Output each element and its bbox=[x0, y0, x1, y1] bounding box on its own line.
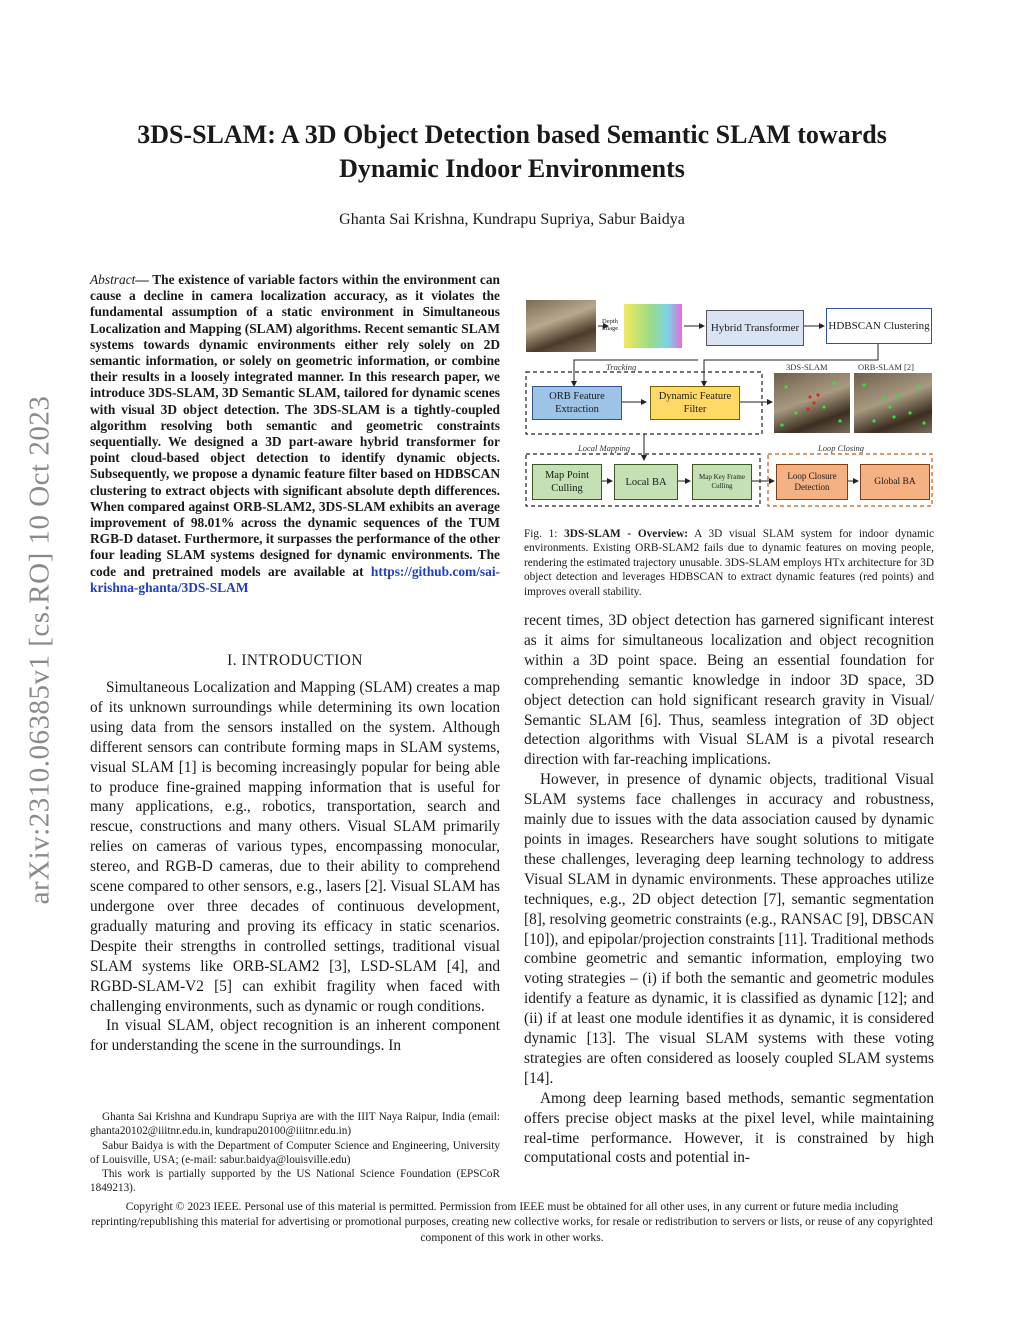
map-point-culling-box: Map Point Culling bbox=[532, 464, 602, 500]
figure-1 bbox=[524, 298, 934, 518]
dynamic-filter-box: Dynamic Feature Filter bbox=[650, 386, 740, 420]
rgb-frame-image bbox=[526, 300, 596, 352]
paragraph: In visual SLAM, object recognition is an inherent component for understanding the scene in the surroundings. In bbox=[90, 1017, 500, 1055]
paragraph: recent times, 3D object detection has garnered significant interest as it aims for simultaneous localization and object recognition within a 3D point space. Being an essential foundation for comprehending semantic knowledge in indoor 3D space, 3D object detection can hold significant research gravity in Visual/ Semantic SLAM [6]. Thus, seamless integration of 3D object detection algorithms with Visual SLAM is a pivotal research direction with far-reaching implications. bbox=[524, 612, 934, 769]
caption-label: Fig. 1: bbox=[524, 528, 565, 540]
feature-points bbox=[774, 373, 850, 433]
loop-closure-detection-box: Loop Closure Detection bbox=[776, 464, 848, 500]
abstract-lead: Abstract bbox=[90, 272, 136, 287]
right-column-body bbox=[524, 611, 934, 1168]
map-key-frame-culling-box: Map Key Frame Culling bbox=[692, 464, 752, 500]
loop-closing-label: Loop Closing bbox=[818, 443, 865, 453]
global-ba-box: Global BA bbox=[860, 464, 930, 500]
code-link[interactable]: https://github.com/sai-krishna-ghanta/3DS-SLAM bbox=[90, 563, 500, 595]
arxiv-id: arXiv:2310.06385v1 [cs.RO] 10 Oct 2023 bbox=[23, 395, 56, 905]
caption-text: A 3D visual SLAM system for indoor dynamic environments. Existing ORB-SLAM2 fails due to dynamic features on moving people, rendering the estimated trajectory unusable. 3DS-SLAM employs HTx architecture for 3D object detection and leverages HDBSCAN to extract dynamic features (red points) and improves overall stability. bbox=[524, 528, 934, 598]
arxiv-sidebar bbox=[20, 360, 60, 940]
3ds-slam-result-image bbox=[774, 373, 850, 433]
title-line-2: Dynamic Indoor Environments bbox=[339, 154, 685, 183]
paragraph: Simultaneous Localization and Mapping (SLAM) creates a map of its unknown surroundings while determining its own location using data from the sensors installed on the system. Although different sensors can contribute forming maps in SLAM systems, visual SLAM [1] is becoming increasingly popular for being able to produce fine-grained mapping information that is useful for many applications, e.g., robotics, transportation, search and rescue, constructions and many others. Visual SLAM primarily relies on cameras of various types, encompassing monocular, stereo, and RGB-D cameras, due to their ability to comprehend scene compared to other sensors, e.g., lasers [2]. Visual SLAM has undergone over three decades of continuous development, gradually maturing and proving its efficacy in static scenarios. Despite their strengths in controlled settings, traditional visual SLAM systems like ORB-SLAM2 [3], LSD-SLAM [4], and RGBD-SLAM-V2 [5] can exhibit fragility when faced with challenging environments, such as dynamic or rough conditions. bbox=[90, 679, 500, 1015]
img-orb-label: ORB-SLAM [2] bbox=[858, 362, 914, 372]
footnote: Ghanta Sai Krishna and Kundrapu Supriya are with the IIIT Naya Raipur, India (email: ghanta20102@iiitnr.edu.in, kundrapu20100@iiitnr.edu.in) bbox=[90, 1111, 500, 1138]
figure-caption bbox=[524, 527, 934, 599]
feature-points bbox=[854, 373, 932, 433]
orb-feature-box: ORB Feature Extraction bbox=[532, 386, 622, 420]
left-column-body bbox=[90, 678, 500, 1056]
copyright-notice: Copyright © 2023 IEEE. Personal use of this material is permitted. Permission from IEEE must be obtained for all other uses, in any current or future media including reprinting/republishing this material for advertising or promotional purposes, creating new collective works, for resale or redistribution to servers or lists, or reuse of any copyrighted component of this work in other works. bbox=[91, 1200, 933, 1244]
section-heading-introduction: I. INTRODUCTION bbox=[227, 652, 363, 669]
img-3ds-label: 3DS-SLAM bbox=[786, 362, 828, 372]
title-line-1: 3DS-SLAM: A 3D Object Detection based Semantic SLAM towards bbox=[137, 120, 887, 149]
hybrid-transformer-box: Hybrid Transformer bbox=[706, 310, 804, 346]
tracking-label: Tracking bbox=[606, 362, 637, 372]
paragraph: Among deep learning based methods, semantic segmentation offers precise object masks at the pixel level, while maintaining real-time performance. However, it is constrained by high computational costs and potential in- bbox=[524, 1089, 934, 1167]
abstract bbox=[90, 272, 500, 596]
local-ba-box: Local BA bbox=[614, 464, 678, 500]
caption-bold: 3DS-SLAM - Overview: bbox=[564, 528, 689, 540]
depth-map-image bbox=[624, 304, 682, 348]
depth-image-label: Depth Image bbox=[601, 318, 619, 332]
authors: Ghanta Sai Krishna, Kundrapu Supriya, Sabur Baidya bbox=[339, 211, 685, 228]
abstract-text: — The existence of variable factors within the environment can cause a decline in camera localization accuracy, as it violates the fundamental assumption of a static environment in Simultaneous Localization and Mapping (SLAM) algorithms. Recent semantic SLAM systems towards dynamic environments either rely solely on 2D semantic information, or solely on geometric information, or combine their results in a loosely integrated manner. In this research paper, we introduce 3DS-SLAM, 3D Semantic SLAM, tailored for dynamic scenes with visual 3D object detection. The 3DS-SLAM is a tightly-coupled algorithm resolving both semantic and geometric constraints sequentially. We designed a 3D part-aware hybrid transformer for point cloud-based object detection to identify dynamic objects. Subsequently, we propose a dynamic feature filter based on HDBSCAN clustering to extract objects with significant absolute depth differences. When compared against ORB-SLAM2, 3DS-SLAM exhibits an average improvement of 98.01% across the dynamic sequences of the TUM RGB-D dataset. Furthermore, it surpasses the performance of the other four leading SLAM systems designed for dynamic environments. The code and pretrained models are available at bbox=[90, 272, 500, 579]
orb-slam-result-image bbox=[854, 373, 932, 433]
local-mapping-label: Local Mapping bbox=[578, 443, 631, 453]
paper-title bbox=[90, 118, 934, 186]
paragraph: However, in presence of dynamic objects, traditional Visual SLAM systems face challenges in accuracy and robustness, mainly due to issues with the data association caused by dynamic points in images. Researchers have sought solutions to mitigate these challenges, leveraging deep learning technology to address Visual SLAM in dynamic environments. These approaches utilize techniques, e.g., 2D object detection [7], semantic segmentation [8], resolving geometric constraints (e.g., RANSAC [9], DBSCAN [10]), and epipolar/projection constraints [11]. Traditional methods combine geometric and semantic information, employing two voting strategies – (i) if both the semantic and geometric modules identify a feature as dynamic, it is classified as dynamic [12]; and (ii) if at least one module identifies it as dynamic, it is considered dynamic [13]. The visual SLAM systems with these voting strategies are often considered as loosely coupled SLAM systems [14]. bbox=[524, 771, 934, 1087]
footnotes bbox=[90, 1110, 500, 1196]
footnote: Sabur Baidya is with the Department of Computer Science and Engineering, University of Louisville, USA; (e-mail: sabur.baidya@louisville.edu) bbox=[90, 1139, 500, 1166]
footnote: This work is partially supported by the US National Science Foundation (EPSCoR 1849213). bbox=[90, 1168, 500, 1195]
hdbscan-box: HDBSCAN Clustering bbox=[826, 308, 932, 344]
